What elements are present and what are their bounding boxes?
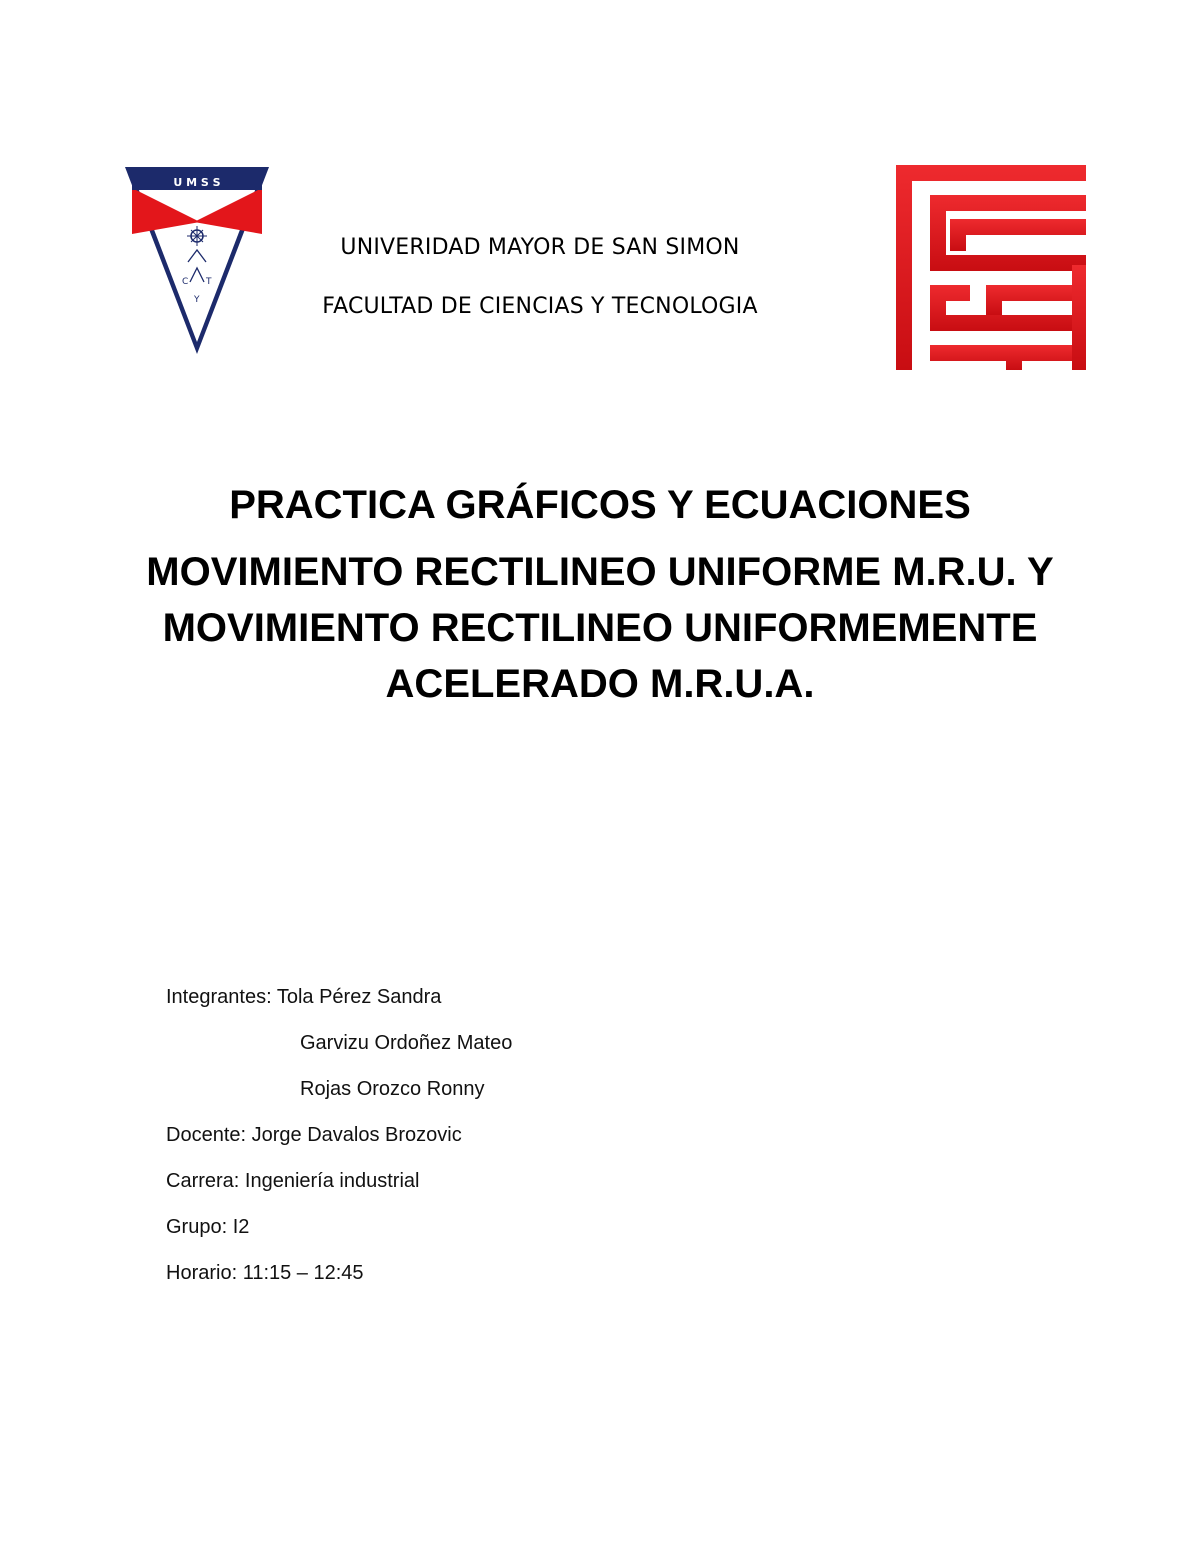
umss-logo-letter-t: T — [206, 277, 212, 287]
fcyt-logo — [896, 165, 1088, 370]
umss-logo — [122, 164, 272, 356]
teacher: Docente: Jorge Davalos Brozovic — [166, 1124, 462, 1146]
umss-logo-text: U M S S — [173, 176, 221, 189]
schedule: Horario: 11:15 – 12:45 — [166, 1262, 364, 1284]
member-name: Rojas Orozco Ronny — [300, 1078, 485, 1100]
members-label: Integrantes: — [166, 986, 272, 1008]
member-name: Garvizu Ordoñez Mateo — [300, 1032, 513, 1054]
umss-logo-letter-y: Y — [194, 295, 200, 305]
umss-logo-letter-c: C — [182, 277, 189, 287]
members-row — [166, 974, 512, 1020]
faculty-name: FACULTAD DE CIENCIAS Y TECNOLOGIA — [322, 294, 758, 319]
member-name: Tola Pérez Sandra — [276, 986, 442, 1008]
career: Carrera: Ingeniería industrial — [166, 1170, 420, 1192]
group: Grupo: I2 — [166, 1216, 250, 1238]
main-title: PRACTICA GRÁFICOS Y ECUACIONES — [229, 483, 971, 527]
document-title-block — [120, 476, 1080, 712]
subtitle: MOVIMIENTO RECTILINEO UNIFORME M.R.U. Y MOVIMIENTO RECTILINEO UNIFORMEMENTE ACELERADO M.R.U.A. — [146, 550, 1054, 706]
info-block — [166, 974, 512, 1296]
university-name: UNIVERIDAD MAYOR DE SAN SIMON — [340, 235, 740, 260]
